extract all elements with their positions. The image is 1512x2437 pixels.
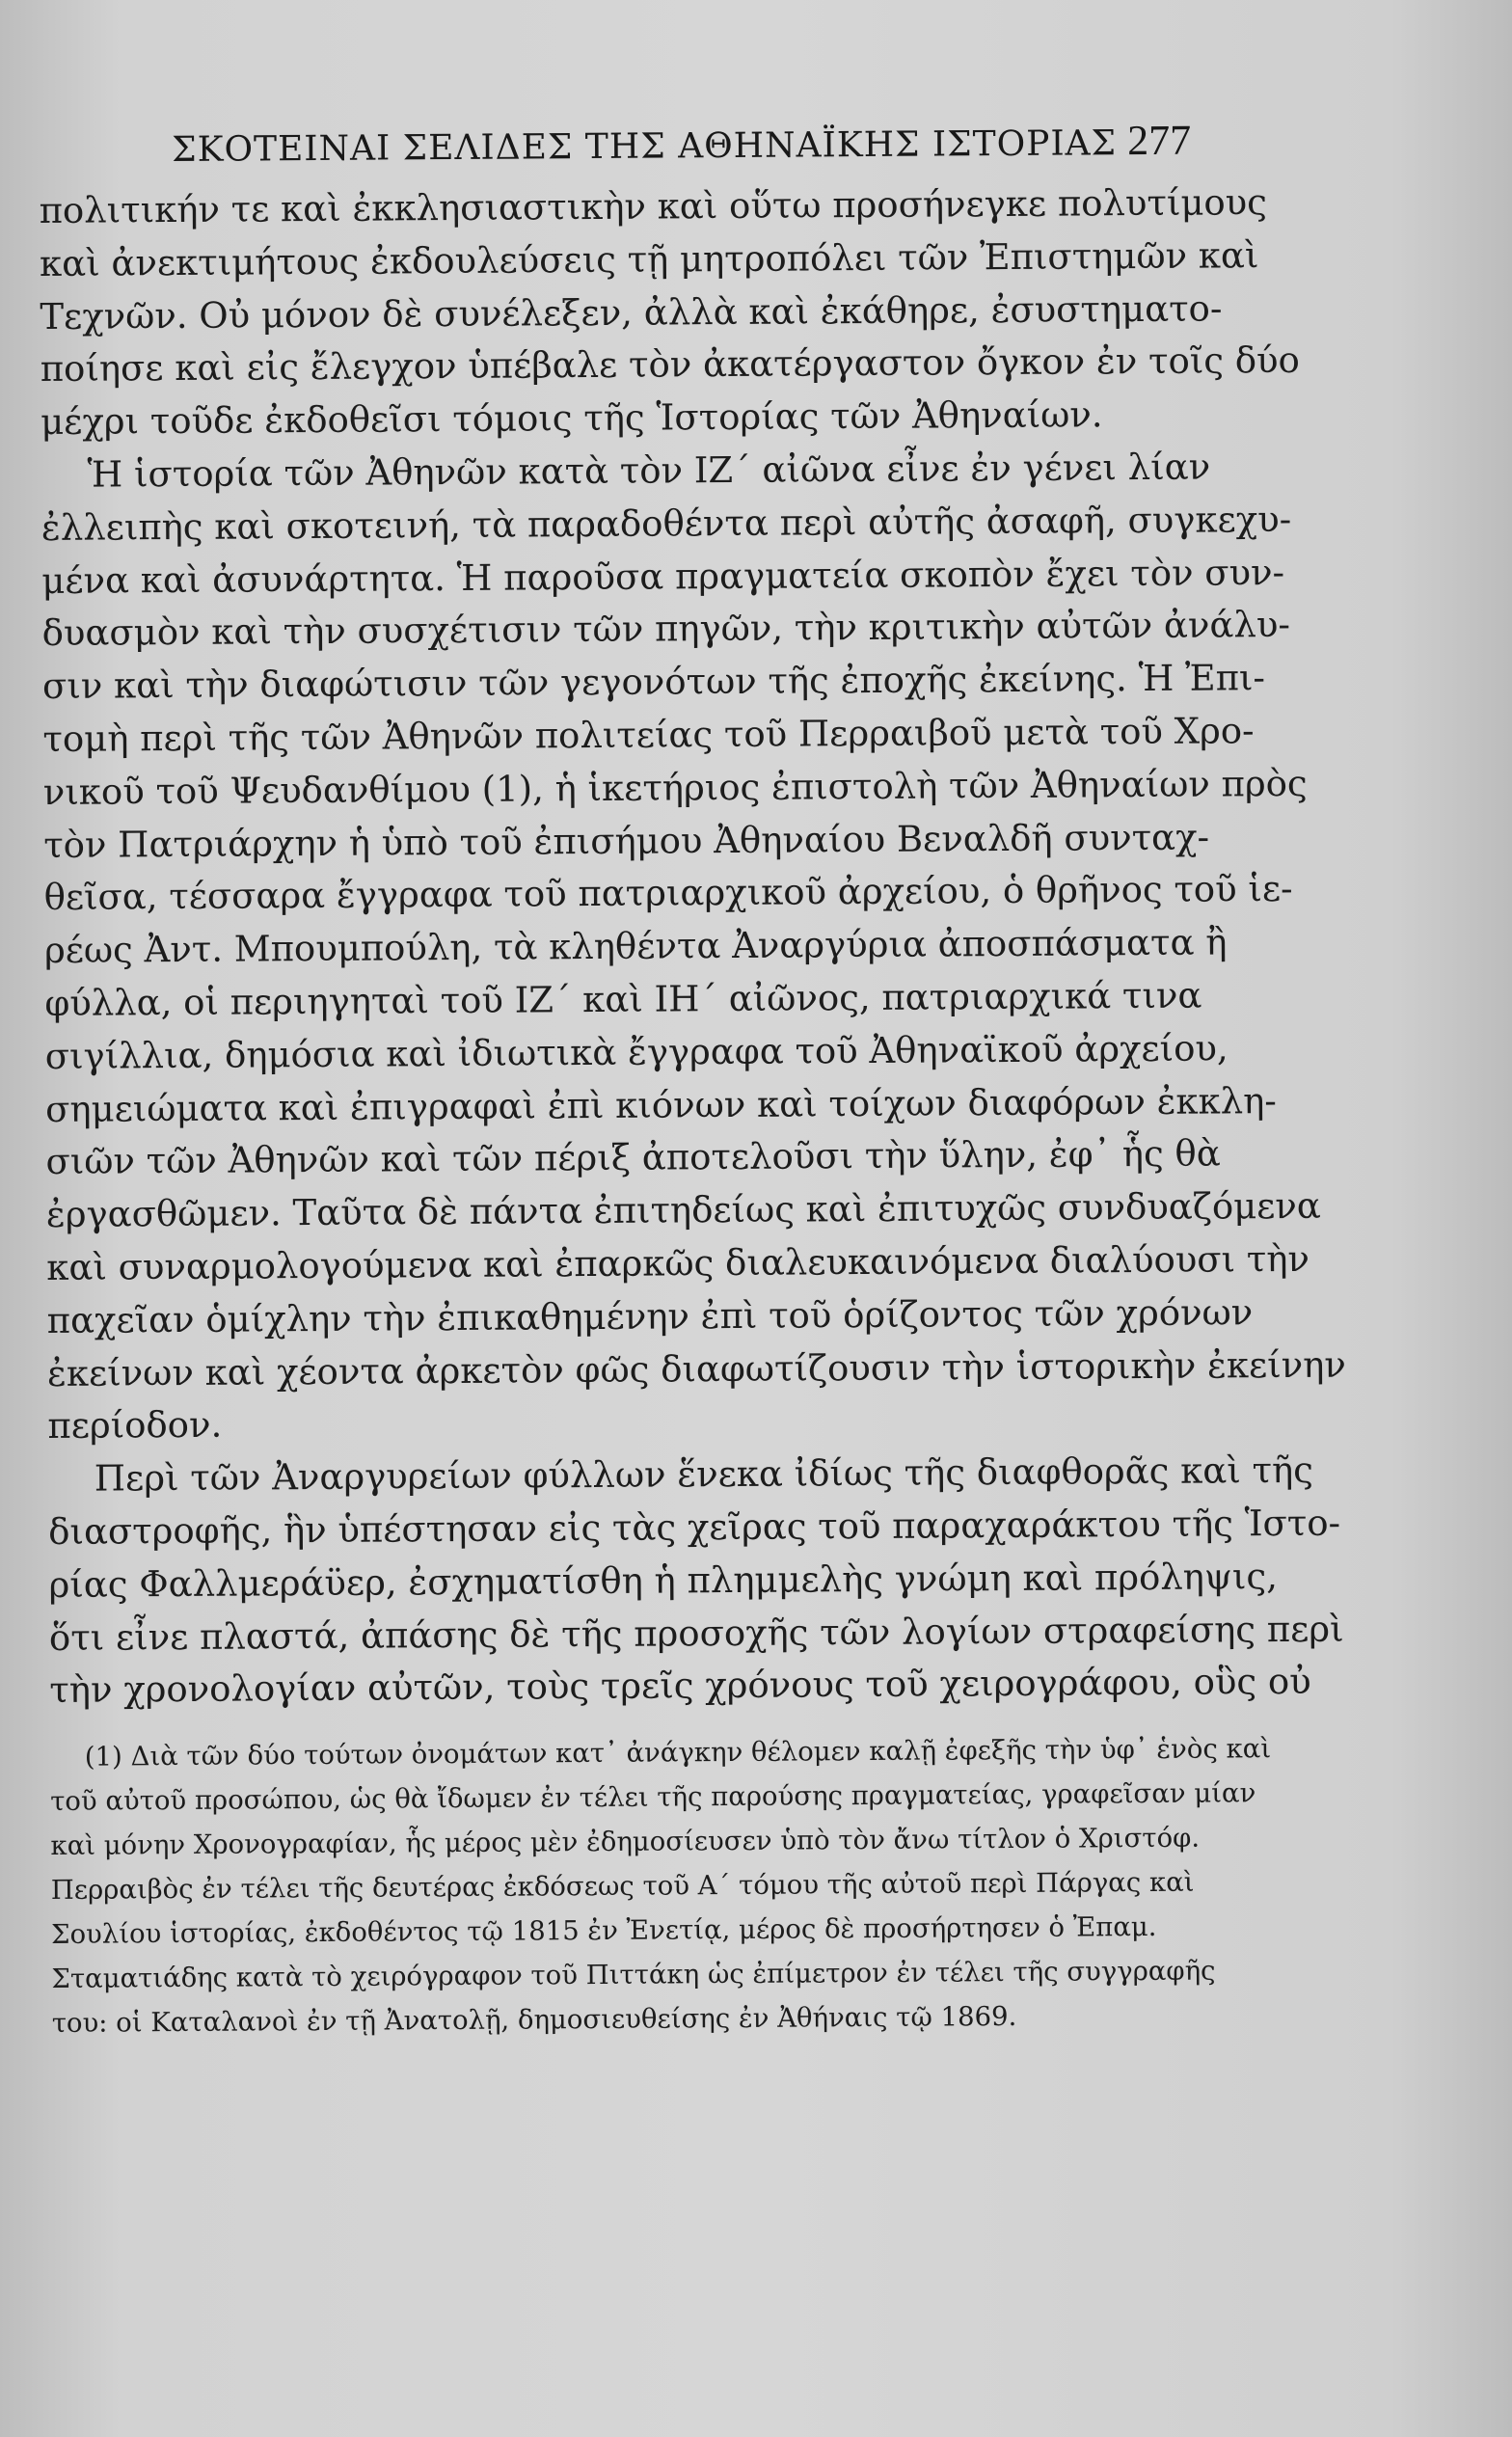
body-line: δυασμὸν καὶ τὴν συσχέτισιν τῶν πηγῶν, τὴν κριτικὴν αὐτῶν ἀνάλυ-	[41, 604, 1291, 655]
page-number: 277	[1126, 116, 1192, 165]
footnote-line: Περραιβὸς ἐν τέλει τῆς δευτέρας ἐκδόσεως τοῦ Α΄ τόμου τῆς αὐτοῦ περὶ Πάργας καὶ	[50, 1866, 1195, 1907]
body-line: ρέως Ἀντ. Μπουμπούλη, τὰ κληθέντα Ἀναργύρια ἀποσπάσματα ἢ	[43, 921, 1228, 972]
body-line: περίοδον.	[47, 1404, 223, 1448]
body-line: νικοῦ τοῦ Ψευδανθίμου (1), ἡ ἱκετήριος ἐπιστολὴ τῶν Ἀθηναίων πρὸς	[42, 762, 1308, 813]
footnote-line: Σταματιάδης κατὰ τὸ χειρόγραφον τοῦ Πιττάκη ὡς ἐπίμετρον ἐν τέλει τῆς συγγραφῆς	[51, 1955, 1216, 1995]
footnote-line: (1) Διὰ τῶν δύο τούτων ὀνομάτων κατ᾽ ἀνάγκην θέλομεν καλῇ ἐφεξῆς τὴν ὑφ᾽ ἑνὸς καὶ	[84, 1733, 1272, 1773]
footnote-line: Σουλίου ἱστορίας, ἐκδοθέντος τῷ 1815 ἐν Ἐνετίᾳ, μέρος δὲ προσήρτησεν ὁ Ἐπαμ.	[50, 1911, 1157, 1951]
body-line: θεῖσα, τέσσαρα ἔγγραφα τοῦ πατριαρχικοῦ ἀρχείου, ὁ θρῆνος τοῦ ἱε-	[43, 868, 1293, 919]
body-line: πολιτικήν τε καὶ ἐκκλησιαστικὴν καὶ οὕτω προσήνεγκε πολυτίμους	[39, 181, 1268, 231]
body-line: παχεῖαν ὁμίχλην τὴν ἐπικαθημένην ἐπὶ τοῦ ὁρίζοντος τῶν χρόνων	[46, 1290, 1254, 1341]
body-line: ὅτι εἶνε πλαστά, ἀπάσης δὲ τῆς προσοχῆς τῶν λογίων στραφείσης περὶ	[48, 1608, 1344, 1659]
body-line: φύλλα, οἱ περιηγηταὶ τοῦ ΙΖ΄ καὶ ΙΗ΄ αἰῶνος, πατριαρχικά τινα	[44, 974, 1202, 1024]
body-line: σημειώματα καὶ ἐπιγραφαὶ ἐπὶ κιόνων καὶ τοίχων διαφόρων ἐκκλη-	[44, 1079, 1278, 1130]
body-line: ρίας Φαλλμεράϋερ, ἐσχηματίσθη ἡ πλημμελὴς γνώμη καὶ πρόληψις,	[48, 1555, 1279, 1606]
body-line: σιῶν τῶν Ἀθηνῶν καὶ τῶν πέριξ ἀποτελοῦσι τὴν ὕλην, ἐφ᾽ ἧς θὰ	[45, 1132, 1221, 1183]
body-line: ἐκείνων καὶ χέοντα ἀρκετὸν φῶς διαφωτίζουσιν τὴν ἱστορικὴν ἐκείνην	[46, 1343, 1346, 1395]
running-head: ΣΚΟΤΕΙΝΑΙ ΣΕΛΙΔΕΣ ΤΗΣ ΑΘΗΝΑΪΚΗΣ ΙΣΤΟΡΙΑΣ	[172, 123, 1118, 171]
body-line: τομὴ περὶ τῆς τῶν Ἀθηνῶν πολιτείας τοῦ Περραιβοῦ μετὰ τοῦ Χρο-	[42, 710, 1255, 760]
body-line: σιν καὶ τὴν διαφώτισιν τῶν γεγονότων τῆς ἐποχῆς ἐκείνης. Ἡ Ἐπι-	[41, 657, 1266, 708]
page-header	[172, 116, 1191, 178]
body-text	[39, 177, 1346, 1718]
body-line: ἐργασθῶμεν. Ταῦτα δὲ πάντα ἐπιτηδείως καὶ ἐπιτυχῶς συνδυαζόμενα	[45, 1184, 1321, 1236]
page-text-block	[39, 116, 1346, 2045]
body-line: καὶ ἀνεκτιμήτους ἐκδουλεύσεις τῇ μητροπόλει τῶν Ἐπιστημῶν καὶ	[39, 233, 1259, 284]
body-line: Περὶ τῶν Ἀναργυρείων φύλλων ἕνεκα ἰδίως τῆς διαφθορᾶς καὶ τῆς	[94, 1449, 1314, 1500]
footnote	[50, 1727, 1272, 2045]
body-line: μέχρι τοῦδε ἐκδοθεῖσι τόμοις τῆς Ἱστορίας τῶν Ἀθηναίων.	[40, 393, 1103, 444]
body-line: Ἡ ἱστορία τῶν Ἀθηνῶν κατὰ τὸν ΙΖ΄ αἰῶνα εἶνε ἐν γένει λίαν	[87, 446, 1211, 496]
body-line: σιγίλλια, δημόσια καὶ ἰδιωτικὰ ἔγγραφα τοῦ Ἀθηναϊκοῦ ἀρχείου,	[44, 1027, 1228, 1077]
body-line: Τεχνῶν. Οὐ μόνον δὲ συνέλεξεν, ἀλλὰ καὶ ἐκάθηρε, ἐσυστηματο-	[40, 287, 1223, 338]
footnote-line: καὶ μόνην Χρονογραφίαν, ἧς μέρος μὲν ἐδημοσίευσεν ὑπὸ τὸν ἄνω τίτλον ὁ Χριστόφ.	[50, 1822, 1201, 1862]
body-line: καὶ συναρμολογούμενα καὶ ἐπαρκῶς διαλευκαινόμενα διαλύουσι τὴν	[46, 1237, 1310, 1288]
body-line: τὸν Πατριάρχην ἡ ὑπὸ τοῦ ἐπισήμου Ἀθηναίου Βεναλδῆ συνταχ-	[43, 816, 1210, 866]
footnote-line: τοῦ αὐτοῦ προσώπου, ὡς θὰ ἴδωμεν ἐν τέλει τῆς παρούσης πραγματείας, γραφεῖσαν μίαν	[50, 1777, 1256, 1818]
footnote-line: του: οἱ Καταλανοὶ ἐν τῇ Ἀνατολῇ, δημοσιευθείσης ἐν Ἀθήναις τῷ 1869.	[51, 2001, 1017, 2040]
body-line: ποίησε καὶ εἰς ἔλεγχον ὑπέβαλε τὸν ἀκατέργαστον ὄγκον ἐν τοῖς δύο	[40, 339, 1300, 391]
body-line: διαστροφῆς, ἣν ὑπέστησαν εἰς τὰς χεῖρας τοῦ παραχαράκτου τῆς Ἱστο-	[48, 1502, 1341, 1553]
body-line: τὴν χρονολογίαν αὐτῶν, τοὺς τρεῖς χρόνους τοῦ χειρογράφου, οὓς οὐ	[49, 1661, 1311, 1712]
body-line: μένα καὶ ἀσυνάρτητα. Ἡ παροῦσα πραγματεία σκοπὸν ἔχει τὸν συν-	[41, 551, 1285, 602]
body-line: ἐλλειπὴς καὶ σκοτεινή, τὰ παραδοθέντα περὶ αὐτῆς ἀσαφῆ, συγκεχυ-	[40, 498, 1292, 549]
